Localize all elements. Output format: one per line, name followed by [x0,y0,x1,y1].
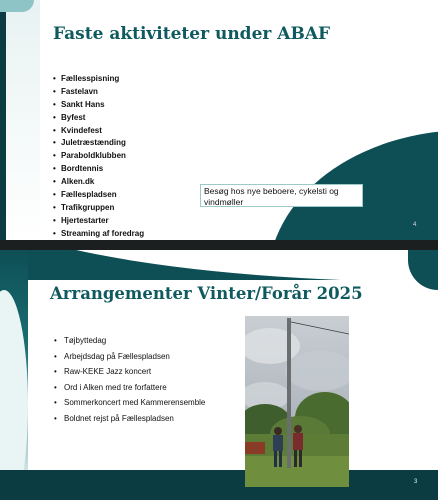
list-item: • Arbejdsdag på Fællespladsen [54,349,205,365]
slide-decoration-bar [0,0,6,240]
slide-separator [0,240,438,250]
list-item: • Juletræstænding [53,137,144,150]
list-item: • Fastelavn [53,86,144,99]
slide-decoration-right [408,250,438,290]
list-item: • Boldnet rejst på Fællespladsen [54,411,205,427]
list-item: • Ord i Alken med tre forfattere [54,380,205,396]
list-item: • Paraboldklubben [53,150,144,163]
list-item: • Trafikgruppen [53,202,144,215]
list-item: • Hjertestarter [53,215,144,228]
slide-arrangementer[interactable] [0,250,438,500]
photo-pole-raising[interactable] [245,316,349,487]
list-item: • Fællesspisning [53,73,144,86]
list-item: • Bordtennis [53,163,144,176]
list-item: • Kvindefest [53,125,144,138]
slide-title: Faste aktiviteter under ABAF [53,24,331,44]
list-item: • Tøjbyttedag [54,333,205,349]
list-item: • Sankt Hans [53,99,144,112]
slide-decoration-bottom [0,470,438,500]
list-item: • Sommerkoncert med Kammerensemble [54,395,205,411]
slide-faste-aktiviteter[interactable] [0,0,438,240]
slide-title: Arrangementer Vinter/Forår 2025 [50,284,363,303]
slide-decoration-left [0,0,40,240]
page-number: 4 [413,222,417,228]
list-item: • Byfest [53,112,144,125]
list-item: • Alken.dk [53,176,144,189]
callout-textbox[interactable]: Besøg hos nye beboere, cykelsti og vindmøller [200,184,363,207]
photo-image [245,316,349,487]
list-item: • Streaming af foredrag [53,228,144,240]
list-item: • Raw-KEKE Jazz koncert [54,364,205,380]
list-item: • Fællespladsen [53,189,144,202]
activity-list [53,73,144,240]
page-number: 3 [414,479,418,485]
event-list [54,333,205,427]
